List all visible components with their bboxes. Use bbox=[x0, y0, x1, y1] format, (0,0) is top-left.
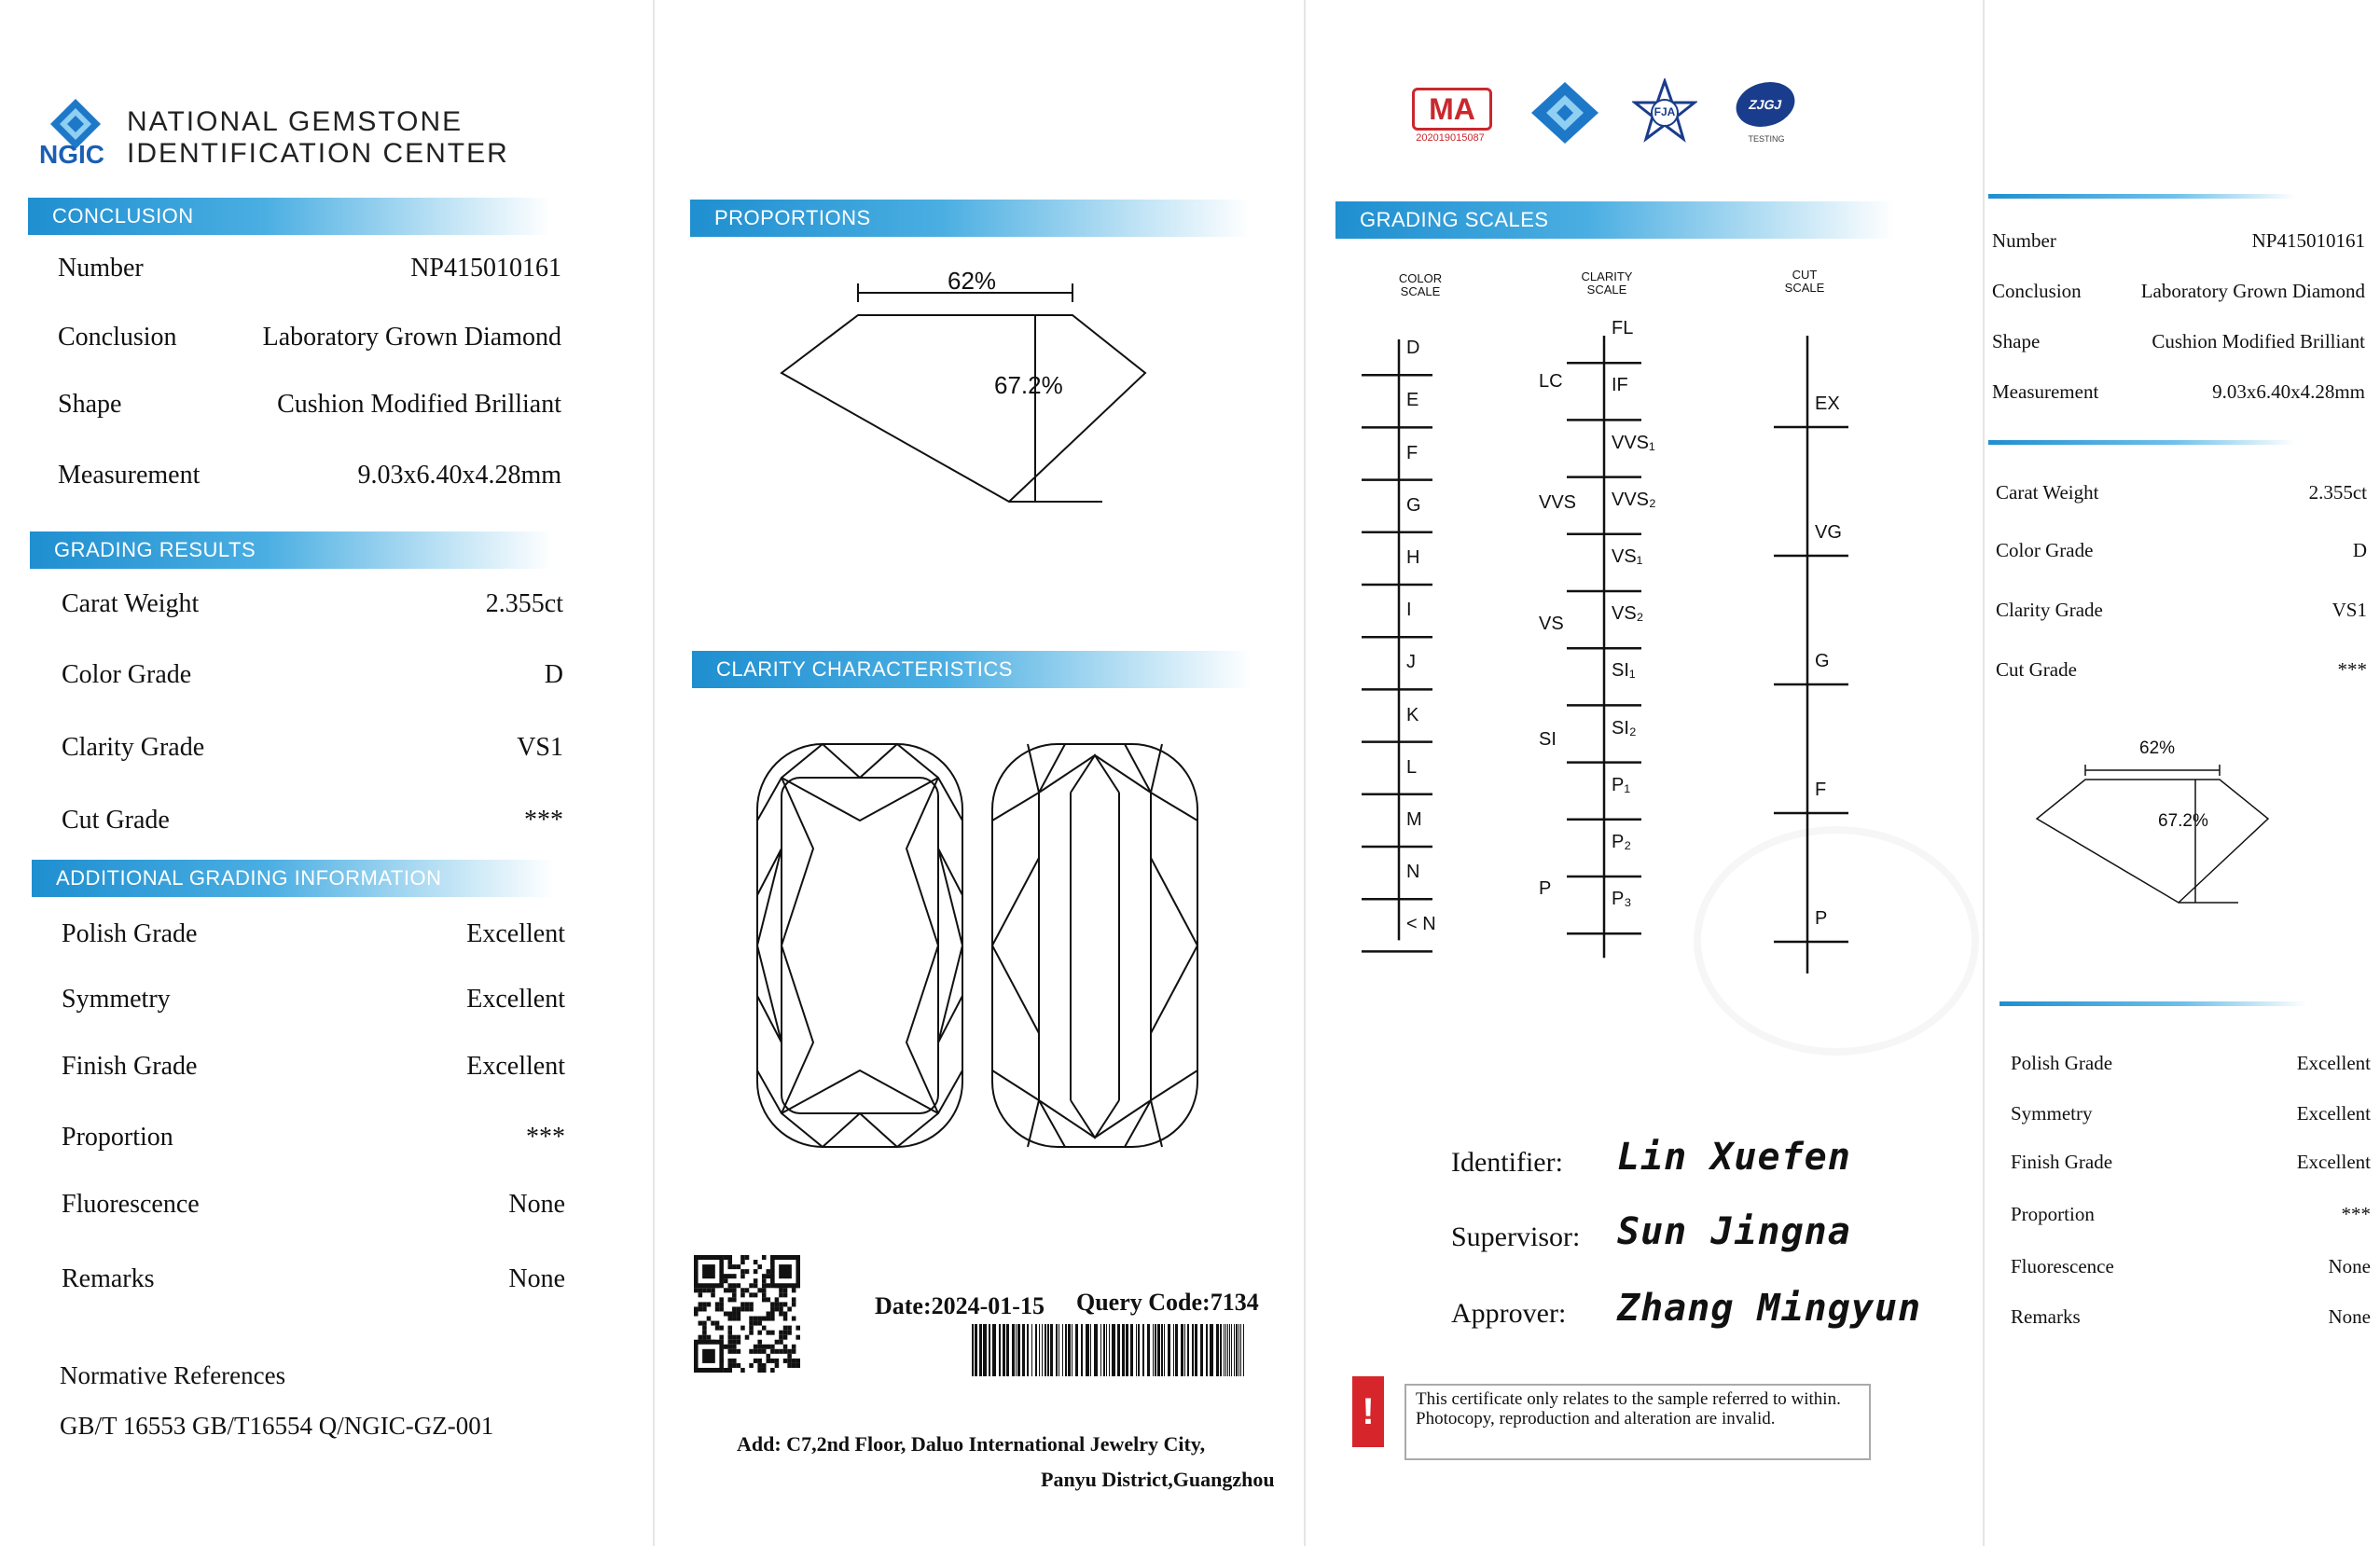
summary-top-value: 9.03x6.40x4.28mm bbox=[2212, 380, 2365, 403]
summary-top-row-conclusion bbox=[1992, 280, 2365, 303]
summary-grade-value: D bbox=[2352, 539, 2367, 561]
summary-grade-row-cut-grade bbox=[1996, 658, 2367, 682]
clarity-group-label: VVS bbox=[1539, 492, 1577, 513]
summary-additional-label: Fluorescence bbox=[2011, 1255, 2114, 1277]
summary-divider-grades bbox=[1988, 440, 2296, 445]
additional-label: Fluorescence bbox=[62, 1190, 200, 1219]
summary-top-label: Measurement bbox=[1992, 380, 2099, 403]
conclusion-value: NP415010161 bbox=[410, 254, 561, 283]
summary-grade-label: Cut Grade bbox=[1996, 658, 2077, 681]
color-scale-label: K bbox=[1406, 704, 1419, 725]
summary-additional-value: *** bbox=[2341, 1203, 2371, 1225]
additional-row-proportion bbox=[62, 1123, 565, 1153]
summary-additional-value: Excellent bbox=[2296, 1151, 2371, 1173]
disclaimer-text: This certificate only relates to the sample referred to within. Photocopy, reproduction and alteration are invalid. bbox=[1404, 1384, 1871, 1460]
summary-additional-row-remarks bbox=[2011, 1305, 2371, 1329]
clarity-scale-label: P₃ bbox=[1612, 889, 1632, 910]
clarity-group-label: P bbox=[1539, 878, 1552, 899]
identifier-signature: Lin Xuefen bbox=[1617, 1136, 1851, 1179]
summary-additional-row-polish-grade bbox=[2011, 1052, 2371, 1075]
summary-divider-additional bbox=[1999, 1001, 2307, 1006]
ma-label: MA bbox=[1412, 88, 1492, 131]
additional-value: None bbox=[508, 1264, 565, 1293]
summary-additional-label: Proportion bbox=[2011, 1203, 2095, 1225]
conclusion-row-shape bbox=[58, 390, 561, 420]
conclusion-row-conclusion bbox=[58, 323, 561, 352]
cut-scale-label: P bbox=[1815, 908, 1828, 929]
summary-grade-row-color-grade bbox=[1996, 539, 2367, 562]
additional-label: Symmetry bbox=[62, 985, 171, 1014]
additional-label: Remarks bbox=[62, 1264, 155, 1293]
section-header-grading-scales: GRADING SCALES bbox=[1335, 201, 1895, 239]
cut-scale-label: EX bbox=[1815, 393, 1840, 414]
section-header-grading-results: GRADING RESULTS bbox=[30, 531, 552, 569]
section-header-proportions: PROPORTIONS bbox=[690, 200, 1250, 237]
supervisor-signature: Sun Jingna bbox=[1617, 1210, 1851, 1253]
summary-divider-top bbox=[1988, 194, 2296, 199]
summary-additional-row-fluorescence bbox=[2011, 1255, 2371, 1278]
summary-top-label: Number bbox=[1992, 229, 2056, 252]
clarity-group-label: SI bbox=[1539, 729, 1557, 750]
summary-additional-label: Symmetry bbox=[2011, 1102, 2093, 1125]
ma-number: 202019015087 bbox=[1416, 132, 1485, 144]
cut-scale-label: F bbox=[1815, 780, 1827, 800]
conclusion-label: Measurement bbox=[58, 461, 201, 490]
color-scale-label: E bbox=[1406, 390, 1419, 411]
conclusion-value: Cushion Modified Brilliant bbox=[277, 390, 561, 419]
clarity-scale-label: VVS₂ bbox=[1612, 489, 1656, 510]
clarity-scale-label: IF bbox=[1612, 375, 1628, 396]
additional-row-remarks bbox=[62, 1264, 565, 1294]
summary-grade-value: *** bbox=[2337, 658, 2367, 681]
cut-scale-label: VG bbox=[1815, 522, 1842, 543]
grading-row-clarity-grade bbox=[62, 733, 563, 763]
summary-top-label: Conclusion bbox=[1992, 280, 2082, 302]
summary-additional-row-symmetry bbox=[2011, 1102, 2371, 1125]
address-line1: Add: C7,2nd Floor, Daluo International Jewelry City, bbox=[737, 1432, 1206, 1456]
grading-label: Cut Grade bbox=[62, 806, 170, 835]
certificate-date: Date:2024-01-15 bbox=[875, 1292, 1045, 1319]
embossed-seal-icon bbox=[1694, 826, 1979, 1056]
additional-row-finish-grade bbox=[62, 1052, 565, 1082]
barcode-icon bbox=[972, 1324, 1248, 1376]
color-scale-label: N bbox=[1406, 862, 1420, 883]
grading-row-color-grade bbox=[62, 660, 563, 690]
summary-depth-percent: 67.2% bbox=[2158, 811, 2208, 831]
address-line2: Panyu District,Guangzhou bbox=[1041, 1468, 1275, 1491]
summary-grade-value: VS1 bbox=[2332, 599, 2367, 621]
clarity-scale-label: VS₁ bbox=[1612, 546, 1643, 567]
additional-label: Proportion bbox=[62, 1123, 173, 1152]
grading-label: Clarity Grade bbox=[62, 733, 205, 762]
color-scale-label: H bbox=[1406, 547, 1420, 568]
clarity-scale-label: SI₁ bbox=[1612, 660, 1636, 682]
summary-grade-label: Clarity Grade bbox=[1996, 599, 2103, 621]
additional-label: Finish Grade bbox=[62, 1052, 198, 1081]
color-scale-label: F bbox=[1406, 442, 1418, 463]
summary-table-percent: 62% bbox=[2139, 738, 2176, 758]
color-scale-label: G bbox=[1406, 494, 1421, 516]
section-header-conclusion: CONCLUSION bbox=[28, 198, 550, 235]
query-code: Query Code:7134 bbox=[1076, 1289, 1259, 1316]
panel-grading-scales bbox=[1306, 0, 1985, 1546]
color-scale-label: L bbox=[1406, 756, 1418, 778]
logo-abbreviation: NGIC bbox=[39, 140, 104, 169]
clarity-scale-title: CLARITY SCALE bbox=[1581, 269, 1633, 297]
summary-grade-row-carat-weight bbox=[1996, 481, 2367, 504]
summary-additional-value: Excellent bbox=[2296, 1102, 2371, 1125]
clarity-scale-label: P₁ bbox=[1612, 774, 1631, 795]
cut-scale-title: CUT SCALE bbox=[1784, 268, 1825, 295]
color-scale-title: COLOR SCALE bbox=[1398, 271, 1443, 298]
additional-label: Polish Grade bbox=[62, 919, 198, 948]
conclusion-row-number bbox=[58, 254, 561, 283]
grading-value: D bbox=[544, 660, 563, 689]
summary-additional-label: Polish Grade bbox=[2011, 1052, 2113, 1074]
clarity-scale-label: FL bbox=[1612, 318, 1634, 339]
summary-additional-value: None bbox=[2328, 1305, 2371, 1328]
summary-additional-row-finish-grade bbox=[2011, 1151, 2371, 1174]
summary-additional-row-proportion bbox=[2011, 1203, 2371, 1226]
summary-additional-value: Excellent bbox=[2296, 1052, 2371, 1074]
summary-grade-value: 2.355ct bbox=[2308, 481, 2367, 504]
summary-top-value: Laboratory Grown Diamond bbox=[2140, 280, 2365, 302]
proportion-diagram bbox=[655, 270, 1304, 513]
org-name-line2: IDENTIFICATION CENTER bbox=[127, 138, 509, 169]
color-scale-label: M bbox=[1406, 809, 1422, 830]
zjgj-label: ZJGJ bbox=[1732, 82, 1799, 127]
fja-label: FJA bbox=[1654, 105, 1676, 118]
grading-value: VS1 bbox=[517, 733, 563, 762]
clarity-plot-diagram bbox=[748, 737, 1214, 1156]
panel-report-main bbox=[0, 0, 655, 1546]
clarity-scale-label: VS₂ bbox=[1612, 603, 1644, 625]
color-scale-label: D bbox=[1406, 338, 1420, 359]
summary-grade-row-clarity-grade bbox=[1996, 599, 2367, 622]
references-title: Normative References bbox=[60, 1361, 286, 1389]
additional-value: *** bbox=[526, 1123, 565, 1152]
disclaimer-notice bbox=[1352, 1376, 1880, 1464]
grading-label: Color Grade bbox=[62, 660, 192, 689]
conclusion-row-measurement bbox=[58, 461, 561, 490]
proportion-depth-percent: 67.2% bbox=[994, 371, 1063, 399]
panel-summary-card bbox=[1985, 0, 2380, 1546]
conclusion-value: 9.03x6.40x4.28mm bbox=[357, 461, 561, 490]
summary-grade-label: Color Grade bbox=[1996, 539, 2094, 561]
qr-code-icon[interactable] bbox=[694, 1255, 800, 1373]
summary-top-row-number bbox=[1992, 229, 2365, 253]
approver-label: Approver: bbox=[1451, 1298, 1567, 1329]
conclusion-label: Number bbox=[58, 254, 144, 283]
conclusion-value: Laboratory Grown Diamond bbox=[262, 323, 561, 352]
grading-label: Carat Weight bbox=[62, 589, 200, 618]
grading-value: *** bbox=[524, 806, 563, 835]
color-scale-label: < N bbox=[1406, 914, 1436, 935]
panel-proportions-clarity bbox=[655, 0, 1306, 1546]
approver-signature: Zhang Mingyun bbox=[1617, 1287, 1922, 1330]
summary-top-label: Shape bbox=[1992, 330, 2041, 352]
references-codes: GB/T 16553 GB/T16554 Q/NGIC-GZ-001 bbox=[60, 1412, 494, 1440]
summary-additional-label: Finish Grade bbox=[2011, 1151, 2113, 1173]
additional-row-polish-grade bbox=[62, 919, 565, 949]
summary-additional-value: None bbox=[2328, 1255, 2371, 1277]
summary-grade-label: Carat Weight bbox=[1996, 481, 2099, 504]
clarity-group-label: VS bbox=[1539, 614, 1564, 634]
clarity-scale-label: SI₂ bbox=[1612, 717, 1637, 738]
grading-value: 2.355ct bbox=[485, 589, 563, 618]
additional-value: None bbox=[508, 1190, 565, 1219]
warning-icon: ! bbox=[1352, 1376, 1384, 1447]
additional-row-fluorescence bbox=[62, 1190, 565, 1220]
clarity-group-label: LC bbox=[1539, 371, 1563, 392]
cut-scale-label: G bbox=[1815, 651, 1830, 671]
org-name-line1: NATIONAL GEMSTONE bbox=[127, 106, 464, 137]
summary-top-row-shape bbox=[1992, 330, 2365, 353]
conclusion-label: Conclusion bbox=[58, 323, 177, 352]
color-scale-label: J bbox=[1406, 652, 1416, 673]
additional-row-symmetry bbox=[62, 985, 565, 1015]
section-header-clarity-characteristics: CLARITY CHARACTERISTICS bbox=[692, 651, 1252, 688]
grading-row-carat-weight bbox=[62, 589, 563, 619]
grading-row-cut-grade bbox=[62, 806, 563, 835]
clarity-scale-label: VVS₁ bbox=[1612, 432, 1655, 453]
summary-proportion-diagram bbox=[1985, 755, 2380, 914]
additional-value: Excellent bbox=[466, 1052, 565, 1081]
additional-value: Excellent bbox=[466, 919, 565, 948]
clarity-scale-label: P₂ bbox=[1612, 832, 1632, 852]
supervisor-label: Supervisor: bbox=[1451, 1222, 1581, 1252]
summary-additional-label: Remarks bbox=[2011, 1305, 2081, 1328]
summary-top-value: NP415010161 bbox=[2251, 229, 2365, 252]
proportion-table-percent: 62% bbox=[948, 267, 997, 295]
section-header-additional: ADDITIONAL GRADING INFORMATION bbox=[32, 860, 554, 897]
summary-top-row-measurement bbox=[1992, 380, 2365, 404]
conclusion-label: Shape bbox=[58, 390, 122, 419]
identifier-label: Identifier: bbox=[1451, 1147, 1563, 1178]
summary-top-value: Cushion Modified Brilliant bbox=[2152, 330, 2365, 352]
color-scale-label: I bbox=[1406, 600, 1412, 621]
zjgj-sub: TESTING bbox=[1748, 134, 1785, 144]
additional-value: Excellent bbox=[466, 985, 565, 1014]
